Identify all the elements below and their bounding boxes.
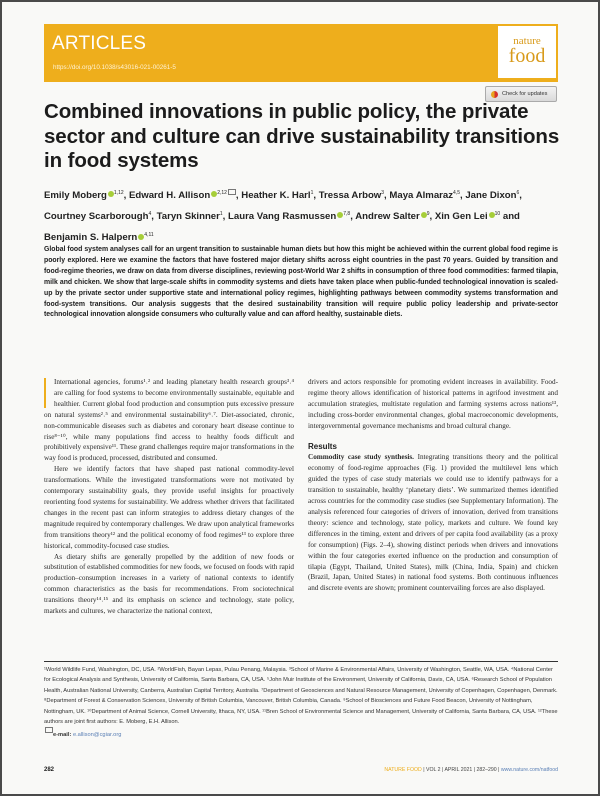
citation-text: | VOL 2 | APRIL 2021 | 282–290 | — [421, 767, 501, 773]
journal-name: NATURE FOOD — [384, 767, 422, 773]
journal-logo — [498, 26, 556, 78]
author-name[interactable]: Xin Gen Lei — [434, 211, 488, 223]
email-link[interactable]: e.allison@cgiar.org — [72, 732, 122, 739]
body-paragraph: drivers and actors responsible for promoting evident increases in availability. Food-regime theory allows identification of historical patterns in agrifood investment and accumulation strategies, multistate regulation and farming systems across nations¹³, including cross-border environmental changes, global macroeconomic developments, intergovernmental governance mechanisms and broad cultural change. — [308, 378, 558, 430]
author-name[interactable]: Edward H. Allison — [128, 190, 211, 202]
author-name[interactable]: Andrew Salter — [355, 211, 420, 223]
affiliations-text: ¹World Wildlife Fund, Washington, DC, USA. ²WorldFish, Bayan Lepas, Pulau Penang, Malaysia. ³School of Marine & Environmental Affairs, University of Washington, Seattle, WA, USA. ⁴National Center for Ecological Analysis and Synthesis, University of California, Santa Barbara, CA, USA. ⁵John Muir Institute of the Environment, University of California, Davis, CA, USA. ⁶Research School of Population Health, Australian National University, Canberra, Australian Capital Territory, Australia. ⁷Department of Geosciences and Natural Resource Management, University of Copenhagen, Copenhagen, Denmark. ⁸Department of Forest & Conservation Sciences, University of British Columbia, Vancouver, British Columbia, Canada. ⁹School of Biosciences and Future Food Beacon, University of Nottingham, Nottingham, UK. ¹⁰Department of Animal Science, Cornell University, Ithaca, NY, USA. ¹¹Bren School of Environmental Science and Management, University of California, Santa Barbara, CA, USA. ¹²These authors are joint first authors: E. Moberg, E.H. Allison. — [44, 667, 558, 726]
body-column-left — [44, 377, 294, 617]
affiliation-marker: 9 — [426, 211, 430, 218]
author-name[interactable]: Laura Vang Rasmussen — [228, 211, 337, 223]
logo-line-1: nature — [513, 35, 541, 47]
crossmark-icon — [491, 91, 498, 98]
drop-cap-bar — [44, 378, 46, 408]
results-heading: Results — [308, 441, 337, 451]
affiliation-marker: 1 — [310, 190, 314, 196]
abstract: Global food system analyses call for an urgent transition to sustainable human diets but how this might be achieved within the current global food regime is poorly explored. Here we examine the factors that have fostered major dietary shifts across eight countries in the past 70 years. Guided by transition and food-regime theories, we draw on data from diverse disciplines, reviewing post-World War 2 shifts in consumption of three food commodities: farmed tilapia, milk and chicken. We show that large-scale shifts in commodity systems and diets have taken place when public-funded technological innovation is scaled-up by the private sector under supportive state and international policy regimes, highlighting pathways between commodity systems transformation and food-system transitions. Our analysis suggests that the desired sustainability transition will require public policy leadership and private-sector technological innovation alongside consumers who culturally value and can afford healthy, sustainable diets. — [44, 246, 558, 319]
results-paragraph: Commodity case study synthesis. Integrating transitions theory and the political economy of food-regime approaches (Fig. 1) provided the multilevel lens which guided the types of case study materials we could use to identify pathways for a transition to sustainable, healthy ‘planetary diets’. We summarized themes identified across countries for the commodity case studies (see Supplementary Information). The analysis referenced four categories of drivers of innovation, derived from transitions theory: science and technology, state policy, markets and culture. We found key differences in the timing, extent and drivers of per capita food availability (as a proxy for consumption) (Figs. 2–4), showing distinct periods when drivers and innovations within the four categories exerted influence on the production and consumption of tilapia (Egypt, Thailand, United States), milk (China, India, Spain) and chicken (Brazil, Japan, United States) in national food systems. Both continuous influences and discrete events are shown; prominent countervailing forces are also displayed. — [308, 453, 558, 593]
affiliation-marker: 4,5 — [453, 190, 460, 196]
email-label: e-mail: — [53, 732, 72, 739]
affiliation-marker: 6 — [516, 190, 520, 196]
author-name[interactable]: Courtney Scarborough — [44, 211, 149, 223]
body-paragraph: Here we identify factors that have shaped past national commodity-level transformations. While the investigated transformations were not motivated by contemporary sustainability goals, they provide useful insights for proactively reorienting food systems for sustainability. We address whether drivers that facilitated changes in the recent past can inform strategies to address dietary changes of the magnitude required by contemporary challenges. We draw upon analytical frameworks from transitions theory¹² and the political economy of food regimes¹³ to explore three historical, commodity-focused case studies. — [44, 465, 294, 550]
author-name[interactable]: Tressa Arbow — [318, 190, 382, 202]
affiliation-marker: 2,12 — [217, 190, 227, 196]
body-paragraph: As dietary shifts are generally propelled by the addition of new foods or substitution of established commodities for new foods, we focused on foods with rapid production–consumption increases in a variety of national contexts to identify common characteristics as the basis for recommendations. From sociotechnical transitions theory¹⁴˒¹⁵ and its emphasis on science and technology, state policy, markets and cultures, we characterize the national context, — [44, 552, 294, 616]
affiliations — [44, 665, 558, 741]
author-list: Emily Moberg $^{1,12}$, Edward H. Allison $^{2,12}$ , Heather K. Harl$^1$, Tressa Arbow$^3$, Maya Almaraz$^{4,5}$, Jane Dixon$^6$, Courtney Scarborough$^4$, Taryn Skinner$^1$, Laura Vang Rasmussen $^{7,8}$, Andrew Salter $^9$, Xin Gen Lei $^{10}$ and Benjamin S. Halpern $^{4,11}$ — [44, 190, 522, 244]
page-number: 282 — [44, 767, 55, 773]
affiliation-marker: 4,11 — [144, 232, 154, 239]
author-name[interactable]: Taryn Skinner — [156, 211, 220, 223]
affiliation-marker: 1,12 — [113, 190, 124, 196]
logo-line-2: food — [508, 45, 546, 67]
doi-link[interactable]: https://doi.org/10.1038/s43016-021-00261-5 — [53, 64, 176, 71]
author-name[interactable]: Maya Almaraz — [389, 190, 454, 202]
section-banner — [44, 24, 558, 82]
body-paragraph: International agencies, forums¹˒² and leading planetary health research groups³˒⁴ are calling for food systems to become environmentally sustainable, equitable and healthier. Current global food production and consumption puts excessive pressure on natural systems²˒⁵ and environmental sustainability⁶˒⁷. Diet-associated, chronic, non-communicable diseases such as diabetes and coronary heart disease continue to rise⁸⁻¹⁰, while many populations find access to healthy foods difficult and prohibitively expensive¹¹. These grand challenges require major transformations in the way food is produced, processed, distributed and consumed. — [44, 378, 294, 463]
check-for-updates-label: Check for updates — [502, 91, 548, 97]
affiliation-marker: 7,8 — [343, 211, 351, 218]
article-title: Combined innovations in public policy, the private sector and culture can drive sustainability transitions in food systems — [44, 100, 560, 172]
author-name[interactable]: Jane Dixon — [465, 190, 517, 202]
footnote-divider — [44, 661, 558, 662]
author-name[interactable]: Heather K. Harl — [241, 190, 311, 202]
section-label: ARTICLES — [52, 33, 147, 54]
author-name[interactable]: Emily Moberg — [44, 190, 107, 202]
author-name[interactable]: Benjamin S. Halpern — [44, 232, 138, 244]
affiliation-marker: 4 — [148, 211, 152, 218]
envelope-icon — [45, 727, 53, 733]
journal-citation — [384, 767, 558, 773]
affiliation-marker: 3 — [381, 190, 385, 196]
article-page — [2, 2, 598, 794]
affiliation-marker: 10 — [494, 211, 501, 218]
envelope-icon[interactable] — [228, 189, 236, 195]
results-subheading: Commodity case study synthesis. — [308, 453, 414, 462]
body-column-right — [308, 377, 558, 594]
affiliation-marker: 1 — [219, 211, 223, 218]
journal-url[interactable]: www.nature.com/natfood — [500, 767, 558, 773]
